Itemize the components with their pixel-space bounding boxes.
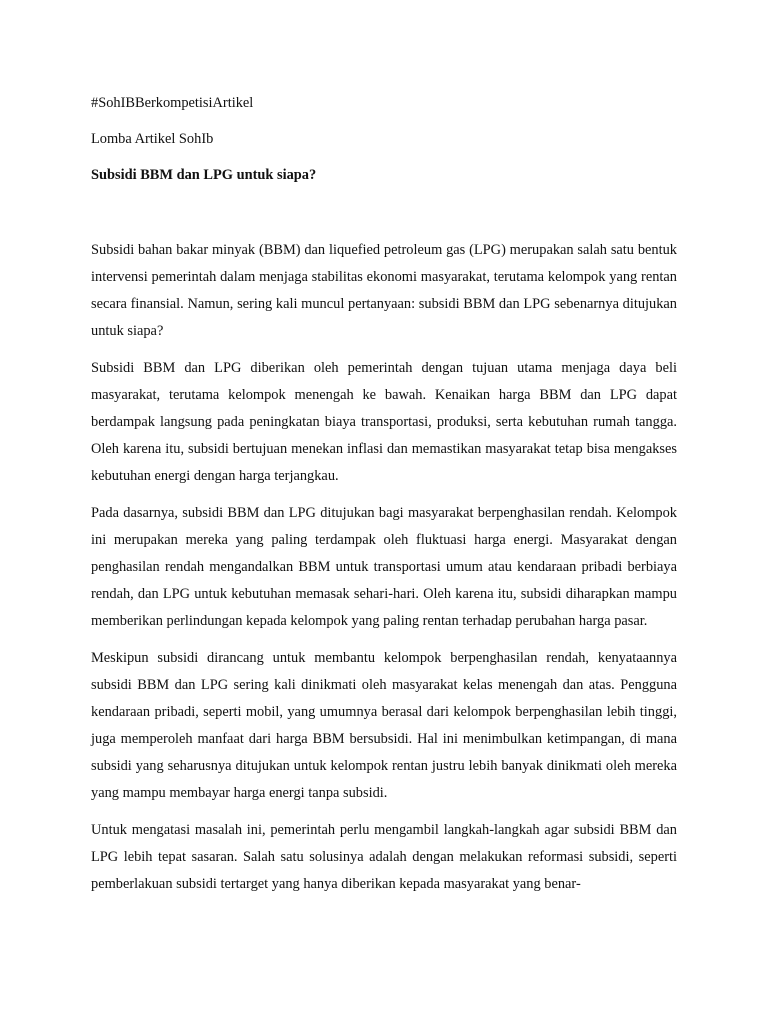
- article-title: Subsidi BBM dan LPG untuk siapa?: [91, 167, 317, 183]
- paragraph-2: Subsidi BBM dan LPG diberikan oleh pemerintah dengan tujuan utama menjaga daya beli masyarakat, terutama kelompok menengah ke bawah. Kenaikan harga BBM dan LPG dapat berdampak langsung pada peningkatan biaya transportasi, produksi, serta kebutuhan rumah tangga. Oleh karena itu, subsidi bertujuan menekan inflasi dan memastikan masyarakat tetap bisa mengakses kebutuhan energi dengan harga terjangkau.: [91, 360, 677, 484]
- competition-subtitle: Lomba Artikel SohIb: [91, 131, 214, 147]
- paragraph-5: Untuk mengatasi masalah ini, pemerintah perlu mengambil langkah-langkah agar subsidi BBM dan LPG lebih tepat sasaran. Salah satu solusinya adalah dengan melakukan reformasi subsidi, seperti pemberlakuan subsidi tertarget yang hanya diberikan kepada masyarakat yang benar-: [91, 822, 677, 892]
- paragraph-3: Pada dasarnya, subsidi BBM dan LPG ditujukan bagi masyarakat berpenghasilan rendah. Kelompok ini merupakan mereka yang paling terdampak oleh fluktuasi harga energi. Masyarakat dengan penghasilan rendah mengandalkan BBM untuk transportasi umum atau kendaraan pribadi berbiaya rendah, dan LPG untuk kebutuhan memasak sehari-hari. Oleh karena itu, subsidi diharapkan mampu memberikan perlindungan kepada kelompok yang paling rentan terhadap perubahan harga pasar.: [91, 505, 677, 629]
- hashtag-line: #SohIBBerkompetisiArtikel: [91, 95, 254, 111]
- paragraph-4: Meskipun subsidi dirancang untuk membantu kelompok berpenghasilan rendah, kenyataannya subsidi BBM dan LPG sering kali dinikmati oleh masyarakat kelas menengah dan atas. Pengguna kendaraan pribadi, seperti mobil, yang umumnya berasal dari kelompok berpenghasilan lebih tinggi, juga memperoleh manfaat dari harga BBM bersubsidi. Hal ini menimbulkan ketimpangan, di mana subsidi yang seharusnya ditujukan untuk kelompok rentan justru lebih banyak dinikmati oleh mereka yang mampu membayar harga energi tanpa subsidi.: [91, 650, 677, 801]
- document-body: [91, 93, 677, 908]
- paragraph-1: Subsidi bahan bakar minyak (BBM) dan liquefied petroleum gas (LPG) merupakan salah satu bentuk intervensi pemerintah dalam menjaga stabilitas ekonomi masyarakat, terutama kelompok yang rentan secara finansial. Namun, sering kali muncul pertanyaan: subsidi BBM dan LPG sebenarnya ditujukan untuk siapa?: [91, 242, 677, 339]
